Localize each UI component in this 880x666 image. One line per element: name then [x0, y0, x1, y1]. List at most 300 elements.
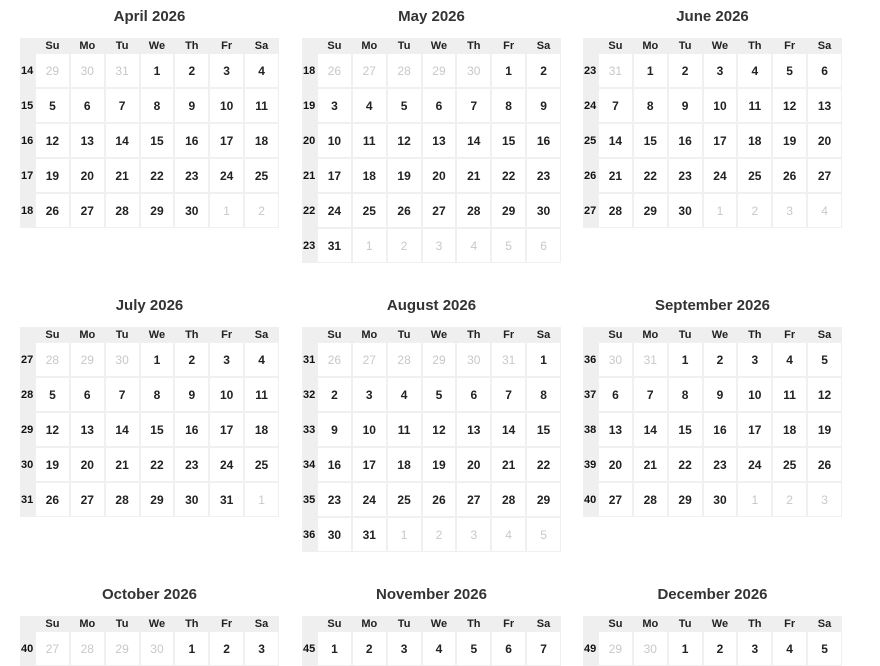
weekday-header: Su	[35, 38, 70, 53]
adjacent-month-day-cell[interactable]: 1	[244, 482, 279, 517]
week-number: 30	[20, 447, 35, 482]
week-number: 27	[583, 193, 598, 228]
day-cell[interactable]: 10	[209, 377, 244, 412]
day-cell[interactable]: 28	[491, 482, 526, 517]
day-cell[interactable]: 6	[598, 377, 633, 412]
day-cell[interactable]: 24	[317, 193, 352, 228]
day-cell[interactable]: 11	[352, 123, 387, 158]
day-cell[interactable]: 18	[772, 412, 807, 447]
adjacent-month-day-cell[interactable]: 29	[105, 631, 140, 666]
weekday-header: Mo	[352, 616, 387, 631]
weekday-header: Su	[317, 38, 352, 53]
day-cell[interactable]: 3	[352, 377, 387, 412]
day-cell[interactable]: 1	[140, 342, 175, 377]
week-row	[20, 412, 279, 447]
day-cell[interactable]: 22	[526, 447, 561, 482]
day-cell[interactable]: 3	[703, 53, 738, 88]
day-cell[interactable]: 27	[598, 482, 633, 517]
adjacent-month-day-cell[interactable]: 2	[422, 517, 457, 552]
day-cell[interactable]: 1	[174, 631, 209, 666]
day-cell[interactable]: 6	[807, 53, 842, 88]
adjacent-month-day-cell[interactable]: 27	[352, 53, 387, 88]
day-cell[interactable]: 5	[772, 53, 807, 88]
weekday-header: Sa	[244, 38, 279, 53]
day-cell[interactable]: 24	[737, 447, 772, 482]
week-number: 25	[583, 123, 598, 158]
adjacent-month-day-cell[interactable]: 5	[491, 228, 526, 263]
adjacent-month-day-cell[interactable]: 30	[633, 631, 668, 666]
day-cell[interactable]: 10	[317, 123, 352, 158]
day-cell[interactable]: 17	[209, 412, 244, 447]
day-cell[interactable]: 12	[35, 412, 70, 447]
day-cell[interactable]: 19	[772, 123, 807, 158]
day-cell[interactable]: 2	[703, 631, 738, 666]
adjacent-month-day-cell[interactable]: 2	[244, 193, 279, 228]
day-cell[interactable]: 3	[209, 53, 244, 88]
day-cell[interactable]: 26	[387, 193, 422, 228]
day-cell[interactable]: 1	[526, 342, 561, 377]
day-cell[interactable]: 6	[70, 377, 105, 412]
week-row	[583, 123, 842, 158]
day-cell[interactable]: 13	[70, 412, 105, 447]
day-cell[interactable]: 1	[633, 53, 668, 88]
day-cell[interactable]: 19	[35, 158, 70, 193]
day-cell[interactable]: 21	[598, 158, 633, 193]
day-cell[interactable]: 27	[456, 482, 491, 517]
day-cell[interactable]: 15	[140, 412, 175, 447]
day-cell[interactable]: 30	[317, 517, 352, 552]
adjacent-month-day-cell[interactable]: 4	[491, 517, 526, 552]
day-cell[interactable]: 19	[422, 447, 457, 482]
day-cell[interactable]: 29	[140, 193, 175, 228]
day-cell[interactable]: 12	[422, 412, 457, 447]
adjacent-month-day-cell[interactable]: 1	[387, 517, 422, 552]
day-cell[interactable]: 20	[422, 158, 457, 193]
day-cell[interactable]: 5	[35, 377, 70, 412]
weekday-header: Tu	[387, 616, 422, 631]
day-cell[interactable]: 7	[633, 377, 668, 412]
day-cell[interactable]: 27	[70, 482, 105, 517]
day-cell[interactable]: 16	[526, 123, 561, 158]
adjacent-month-day-cell[interactable]: 26	[317, 53, 352, 88]
month-calendar	[20, 289, 279, 517]
weekday-header: Mo	[352, 38, 387, 53]
weekday-header-row	[302, 327, 561, 342]
day-cell[interactable]: 28	[633, 482, 668, 517]
adjacent-month-day-cell[interactable]: 30	[70, 53, 105, 88]
day-cell[interactable]: 3	[209, 342, 244, 377]
day-cell[interactable]: 15	[526, 412, 561, 447]
day-cell[interactable]: 22	[140, 447, 175, 482]
day-cell[interactable]: 31	[209, 482, 244, 517]
adjacent-month-day-cell[interactable]: 3	[422, 228, 457, 263]
day-cell[interactable]: 22	[491, 158, 526, 193]
week-number: 33	[302, 412, 317, 447]
day-cell[interactable]: 4	[772, 631, 807, 666]
day-cell[interactable]: 26	[35, 482, 70, 517]
day-cell[interactable]: 4	[772, 342, 807, 377]
week-number: 27	[20, 342, 35, 377]
weekday-header: Tu	[387, 38, 422, 53]
month-title: November 2026	[376, 586, 487, 603]
day-cell[interactable]: 4	[422, 631, 457, 666]
day-cell[interactable]: 2	[352, 631, 387, 666]
adjacent-month-day-cell[interactable]: 31	[491, 342, 526, 377]
day-cell[interactable]: 16	[174, 412, 209, 447]
day-cell[interactable]: 4	[244, 342, 279, 377]
day-cell[interactable]: 14	[105, 123, 140, 158]
week-number: 37	[583, 377, 598, 412]
day-cell[interactable]: 26	[422, 482, 457, 517]
day-cell[interactable]: 17	[737, 412, 772, 447]
adjacent-month-day-cell[interactable]: 5	[526, 517, 561, 552]
day-cell[interactable]: 24	[352, 482, 387, 517]
day-cell[interactable]: 17	[703, 123, 738, 158]
weekday-header: We	[422, 616, 457, 631]
weekday-header-row	[583, 327, 842, 342]
adjacent-month-day-cell[interactable]: 26	[317, 342, 352, 377]
day-cell[interactable]: 3	[387, 631, 422, 666]
adjacent-month-day-cell[interactable]: 1	[352, 228, 387, 263]
week-number: 40	[583, 482, 598, 517]
day-cell[interactable]: 5	[422, 377, 457, 412]
day-cell[interactable]: 9	[317, 412, 352, 447]
day-cell[interactable]: 15	[668, 412, 703, 447]
day-cell[interactable]: 8	[526, 377, 561, 412]
day-cell[interactable]: 23	[668, 158, 703, 193]
day-cell[interactable]: 26	[807, 447, 842, 482]
day-cell[interactable]: 11	[737, 88, 772, 123]
day-cell[interactable]: 13	[422, 123, 457, 158]
day-cell[interactable]: 23	[526, 158, 561, 193]
day-cell[interactable]: 25	[244, 447, 279, 482]
day-cell[interactable]: 29	[668, 482, 703, 517]
adjacent-month-day-cell[interactable]: 3	[807, 482, 842, 517]
day-cell[interactable]: 27	[422, 193, 457, 228]
weekday-header: Su	[317, 327, 352, 342]
day-cell[interactable]: 8	[140, 377, 175, 412]
day-cell[interactable]: 25	[244, 158, 279, 193]
adjacent-month-day-cell[interactable]: 1	[703, 193, 738, 228]
day-cell[interactable]: 11	[244, 377, 279, 412]
day-cell[interactable]: 10	[737, 377, 772, 412]
day-cell[interactable]: 14	[105, 412, 140, 447]
month-grid	[583, 38, 842, 228]
adjacent-month-day-cell[interactable]: 30	[598, 342, 633, 377]
day-cell[interactable]: 12	[35, 123, 70, 158]
day-cell[interactable]: 29	[140, 482, 175, 517]
adjacent-month-day-cell[interactable]: 30	[105, 342, 140, 377]
day-cell[interactable]: 26	[35, 193, 70, 228]
day-cell[interactable]: 3	[737, 342, 772, 377]
day-cell[interactable]: 19	[35, 447, 70, 482]
day-cell[interactable]: 7	[105, 88, 140, 123]
day-cell[interactable]: 9	[703, 377, 738, 412]
day-cell[interactable]: 11	[387, 412, 422, 447]
weekday-header-row	[302, 616, 561, 631]
adjacent-month-day-cell[interactable]: 30	[140, 631, 175, 666]
adjacent-month-day-cell[interactable]: 4	[807, 193, 842, 228]
day-cell[interactable]: 13	[807, 88, 842, 123]
weekday-header: Fr	[772, 616, 807, 631]
adjacent-month-day-cell[interactable]: 31	[633, 342, 668, 377]
day-cell[interactable]: 31	[352, 517, 387, 552]
adjacent-month-day-cell[interactable]: 29	[422, 342, 457, 377]
day-cell[interactable]: 8	[140, 88, 175, 123]
day-cell[interactable]: 21	[105, 447, 140, 482]
day-cell[interactable]: 23	[317, 482, 352, 517]
day-cell[interactable]: 22	[668, 447, 703, 482]
month-calendar	[302, 0, 561, 263]
month-grid	[20, 327, 279, 517]
day-cell[interactable]: 22	[140, 158, 175, 193]
week-row	[583, 53, 842, 88]
day-cell[interactable]: 13	[70, 123, 105, 158]
day-cell[interactable]: 23	[174, 158, 209, 193]
day-cell[interactable]: 6	[70, 88, 105, 123]
day-cell[interactable]: 14	[598, 123, 633, 158]
week-number: 23	[302, 228, 317, 263]
day-cell[interactable]: 3	[737, 631, 772, 666]
weekday-header-row	[20, 327, 279, 342]
day-cell[interactable]: 25	[352, 193, 387, 228]
day-cell[interactable]: 3	[317, 88, 352, 123]
day-cell[interactable]: 7	[456, 88, 491, 123]
adjacent-month-day-cell[interactable]: 29	[598, 631, 633, 666]
day-cell[interactable]: 10	[352, 412, 387, 447]
day-cell[interactable]: 21	[105, 158, 140, 193]
week-row	[302, 377, 561, 412]
adjacent-month-day-cell[interactable]: 29	[35, 53, 70, 88]
adjacent-month-day-cell[interactable]: 28	[70, 631, 105, 666]
day-cell[interactable]: 24	[703, 158, 738, 193]
week-number-header	[583, 616, 598, 631]
day-cell[interactable]: 20	[70, 447, 105, 482]
weekday-header: Tu	[668, 616, 703, 631]
day-cell[interactable]: 30	[174, 482, 209, 517]
adjacent-month-day-cell[interactable]: 2	[737, 193, 772, 228]
adjacent-month-day-cell[interactable]: 28	[387, 342, 422, 377]
day-cell[interactable]: 16	[668, 123, 703, 158]
adjacent-month-day-cell[interactable]: 1	[737, 482, 772, 517]
day-cell[interactable]: 21	[633, 447, 668, 482]
day-cell[interactable]: 12	[387, 123, 422, 158]
weekday-header: Th	[737, 38, 772, 53]
weekday-header: Mo	[352, 327, 387, 342]
day-cell[interactable]: 4	[387, 377, 422, 412]
day-cell[interactable]: 9	[526, 88, 561, 123]
day-cell[interactable]: 8	[668, 377, 703, 412]
day-cell[interactable]: 25	[737, 158, 772, 193]
day-cell[interactable]: 28	[105, 482, 140, 517]
day-cell[interactable]: 30	[526, 193, 561, 228]
weekday-header: Fr	[209, 38, 244, 53]
adjacent-month-day-cell[interactable]: 31	[105, 53, 140, 88]
day-cell[interactable]: 19	[807, 412, 842, 447]
day-cell[interactable]: 30	[668, 193, 703, 228]
day-cell[interactable]: 14	[633, 412, 668, 447]
day-cell[interactable]: 7	[105, 377, 140, 412]
adjacent-month-day-cell[interactable]: 29	[422, 53, 457, 88]
adjacent-month-day-cell[interactable]: 1	[209, 193, 244, 228]
weekday-header: We	[703, 616, 738, 631]
day-cell[interactable]: 18	[244, 123, 279, 158]
day-cell[interactable]: 30	[174, 193, 209, 228]
adjacent-month-day-cell[interactable]: 28	[35, 342, 70, 377]
day-cell[interactable]: 16	[703, 412, 738, 447]
week-number: 29	[20, 412, 35, 447]
day-cell[interactable]: 25	[387, 482, 422, 517]
day-cell[interactable]: 6	[456, 377, 491, 412]
day-cell[interactable]: 26	[772, 158, 807, 193]
day-cell[interactable]: 16	[174, 123, 209, 158]
day-cell[interactable]: 6	[422, 88, 457, 123]
day-cell[interactable]: 18	[387, 447, 422, 482]
month-title: July 2026	[115, 297, 184, 314]
day-cell[interactable]: 1	[668, 631, 703, 666]
day-cell[interactable]: 30	[703, 482, 738, 517]
adjacent-month-day-cell[interactable]: 30	[456, 53, 491, 88]
day-cell[interactable]: 11	[772, 377, 807, 412]
adjacent-month-day-cell[interactable]: 3	[456, 517, 491, 552]
day-cell[interactable]: 2	[317, 377, 352, 412]
weekday-header-row	[583, 38, 842, 53]
day-cell[interactable]: 9	[174, 88, 209, 123]
week-row	[20, 193, 279, 228]
day-cell[interactable]: 5	[387, 88, 422, 123]
day-cell[interactable]: 8	[633, 88, 668, 123]
week-number: 16	[20, 123, 35, 158]
day-cell[interactable]: 2	[526, 53, 561, 88]
day-cell[interactable]: 5	[35, 88, 70, 123]
day-cell[interactable]: 16	[317, 447, 352, 482]
day-cell[interactable]: 5	[807, 342, 842, 377]
day-cell[interactable]: 13	[456, 412, 491, 447]
day-cell[interactable]: 18	[244, 412, 279, 447]
day-cell[interactable]: 23	[703, 447, 738, 482]
day-cell[interactable]: 15	[140, 123, 175, 158]
day-cell[interactable]: 2	[174, 53, 209, 88]
week-row	[20, 88, 279, 123]
week-row	[302, 342, 561, 377]
day-cell[interactable]: 9	[668, 88, 703, 123]
day-cell[interactable]: 14	[491, 412, 526, 447]
day-cell[interactable]: 12	[807, 377, 842, 412]
adjacent-month-day-cell[interactable]: 27	[35, 631, 70, 666]
adjacent-month-day-cell[interactable]: 4	[456, 228, 491, 263]
day-cell[interactable]: 10	[209, 88, 244, 123]
adjacent-month-day-cell[interactable]: 28	[387, 53, 422, 88]
day-cell[interactable]: 21	[456, 158, 491, 193]
weekday-header: Th	[174, 616, 209, 631]
day-cell[interactable]: 29	[526, 482, 561, 517]
day-cell[interactable]: 28	[456, 193, 491, 228]
day-cell[interactable]: 9	[174, 377, 209, 412]
day-cell[interactable]: 29	[633, 193, 668, 228]
day-cell[interactable]: 20	[807, 123, 842, 158]
adjacent-month-day-cell[interactable]: 31	[598, 53, 633, 88]
adjacent-month-day-cell[interactable]: 2	[387, 228, 422, 263]
day-cell[interactable]: 15	[633, 123, 668, 158]
day-cell[interactable]: 7	[491, 377, 526, 412]
day-cell[interactable]: 2	[209, 631, 244, 666]
day-cell[interactable]: 14	[456, 123, 491, 158]
adjacent-month-day-cell[interactable]: 30	[456, 342, 491, 377]
day-cell[interactable]: 13	[598, 412, 633, 447]
day-cell[interactable]: 20	[598, 447, 633, 482]
adjacent-month-day-cell[interactable]: 2	[772, 482, 807, 517]
day-cell[interactable]: 6	[491, 631, 526, 666]
day-cell[interactable]: 23	[174, 447, 209, 482]
adjacent-month-day-cell[interactable]: 27	[352, 342, 387, 377]
day-cell[interactable]: 1	[140, 53, 175, 88]
week-row	[583, 631, 842, 666]
day-cell[interactable]: 4	[244, 53, 279, 88]
day-cell[interactable]: 2	[174, 342, 209, 377]
day-cell[interactable]: 21	[491, 447, 526, 482]
day-cell[interactable]: 5	[456, 631, 491, 666]
day-cell[interactable]: 27	[807, 158, 842, 193]
day-cell[interactable]: 18	[737, 123, 772, 158]
day-cell[interactable]: 20	[456, 447, 491, 482]
adjacent-month-day-cell[interactable]: 6	[526, 228, 561, 263]
day-cell[interactable]: 5	[807, 631, 842, 666]
day-cell[interactable]: 19	[387, 158, 422, 193]
day-cell[interactable]: 17	[317, 158, 352, 193]
day-cell[interactable]: 27	[70, 193, 105, 228]
day-cell[interactable]: 29	[491, 193, 526, 228]
day-cell[interactable]: 20	[70, 158, 105, 193]
day-cell[interactable]: 31	[317, 228, 352, 263]
day-cell[interactable]: 2	[668, 53, 703, 88]
month-title: September 2026	[654, 297, 771, 314]
day-cell[interactable]: 4	[352, 88, 387, 123]
adjacent-month-day-cell[interactable]: 3	[772, 193, 807, 228]
week-row	[583, 158, 842, 193]
day-cell[interactable]: 25	[772, 447, 807, 482]
day-cell[interactable]: 1	[491, 53, 526, 88]
day-cell[interactable]: 15	[491, 123, 526, 158]
weekday-header: Mo	[633, 327, 668, 342]
weekday-header: We	[140, 327, 175, 342]
day-cell[interactable]: 7	[598, 88, 633, 123]
day-cell[interactable]: 12	[772, 88, 807, 123]
day-cell[interactable]: 1	[668, 342, 703, 377]
day-cell[interactable]: 8	[491, 88, 526, 123]
week-row	[20, 631, 279, 666]
weekday-header-row	[583, 616, 842, 631]
adjacent-month-day-cell[interactable]: 29	[70, 342, 105, 377]
day-cell[interactable]: 1	[317, 631, 352, 666]
week-row	[302, 447, 561, 482]
day-cell[interactable]: 17	[352, 447, 387, 482]
day-cell[interactable]: 24	[209, 447, 244, 482]
day-cell[interactable]: 2	[703, 342, 738, 377]
week-row	[302, 412, 561, 447]
weekday-header: Sa	[807, 616, 842, 631]
day-cell[interactable]: 3	[244, 631, 279, 666]
day-cell[interactable]: 17	[209, 123, 244, 158]
day-cell[interactable]: 18	[352, 158, 387, 193]
day-cell[interactable]: 22	[633, 158, 668, 193]
day-cell[interactable]: 10	[703, 88, 738, 123]
day-cell[interactable]: 11	[244, 88, 279, 123]
day-cell[interactable]: 7	[526, 631, 561, 666]
day-cell[interactable]: 4	[737, 53, 772, 88]
day-cell[interactable]: 28	[105, 193, 140, 228]
day-cell[interactable]: 28	[598, 193, 633, 228]
day-cell[interactable]: 24	[209, 158, 244, 193]
